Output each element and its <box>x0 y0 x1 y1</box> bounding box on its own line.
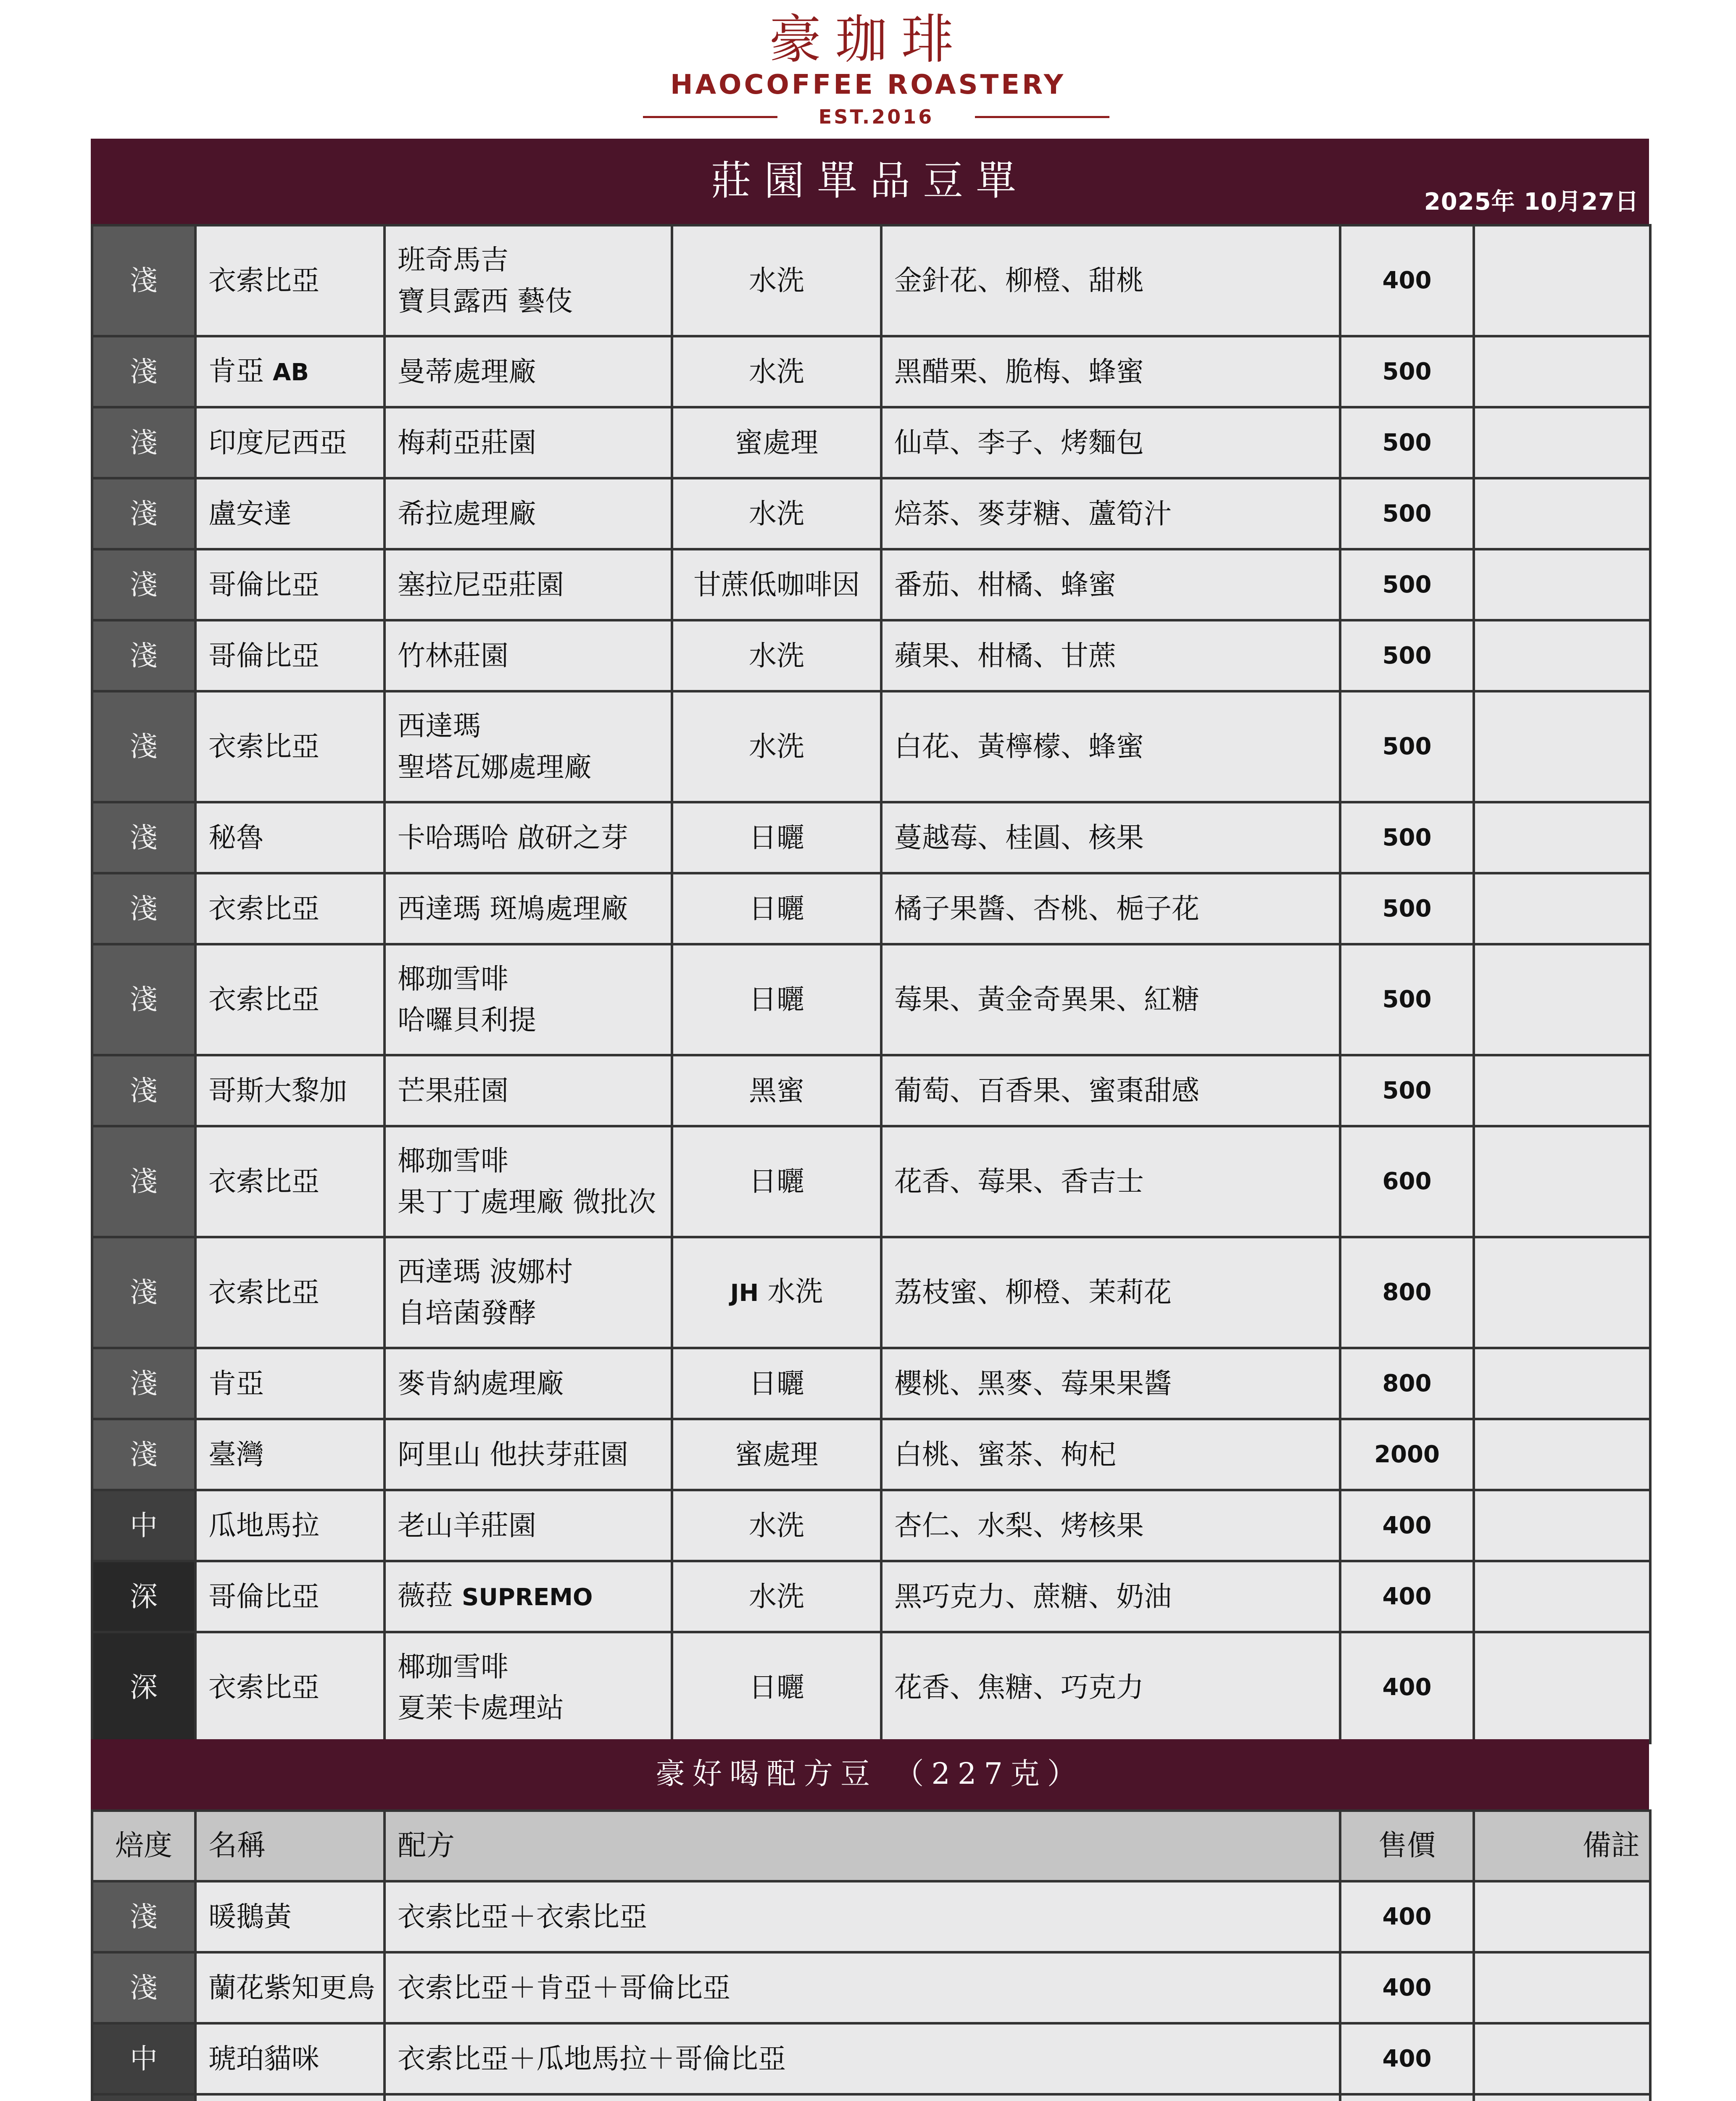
bean-row <box>92 1126 1650 1237</box>
blend-row <box>92 1881 1650 1952</box>
remark <box>1474 1490 1650 1561</box>
price: 800 <box>1340 1348 1474 1419</box>
blend-name: 琥珀貓咪 <box>195 2023 385 2094</box>
farm-name <box>385 549 672 620</box>
farm-line: 椰珈雪啡 <box>398 963 508 995</box>
remark <box>1474 802 1650 873</box>
farm-name <box>385 802 672 873</box>
roast-level: 中 <box>92 2023 195 2094</box>
roast-level: 淺 <box>92 478 195 549</box>
header-price: 售價 <box>1340 1811 1474 1881</box>
remark <box>1474 691 1650 802</box>
remark <box>1474 225 1650 336</box>
farm-line: 梅莉亞莊園 <box>398 426 536 459</box>
flavor-notes: 蘋果、柑橘、甘蔗 <box>881 620 1340 691</box>
process-method: 水洗 <box>672 691 881 802</box>
blend-row <box>92 2094 1650 2101</box>
price: 500 <box>1340 944 1474 1055</box>
roast-level: 淺 <box>92 1126 195 1237</box>
origin-country: 衣索比亞 <box>195 1632 385 1743</box>
blend-name: 蘭花紫知更鳥 <box>195 1952 385 2023</box>
process-method: 水洗 <box>672 478 881 549</box>
origin-country: 衣索比亞 <box>195 691 385 802</box>
price: 400 <box>1340 1632 1474 1743</box>
bean-row <box>92 407 1650 478</box>
origin-country: 印度尼西亞 <box>195 407 385 478</box>
farm-line: 夏茉卡處理站 <box>398 1692 564 1724</box>
farm-line: 自培菌發酵 <box>398 1297 536 1329</box>
price: 400 <box>1340 1561 1474 1632</box>
farm-line: 哈囉貝利提 <box>398 1004 536 1036</box>
origin-country: 哥倫比亞 <box>195 620 385 691</box>
process-method: 日曬 <box>672 873 881 944</box>
farm-line: 麥肯納處理廠 <box>398 1367 564 1400</box>
process-method: 水洗 <box>672 336 881 407</box>
single-origin-title: 莊園單品豆單 <box>711 157 1029 204</box>
flavor-notes: 花香、焦糖、巧克力 <box>881 1632 1340 1743</box>
process-method: 日曬 <box>672 944 881 1055</box>
remark <box>1474 1419 1650 1490</box>
roast-level: 淺 <box>92 620 195 691</box>
remark <box>1474 1055 1650 1126</box>
origin-country: 衣索比亞 <box>195 873 385 944</box>
bean-row <box>92 478 1650 549</box>
farm-name <box>385 407 672 478</box>
flavor-notes: 花香、莓果、香吉士 <box>881 1126 1340 1237</box>
price: 500 <box>1340 1055 1474 1126</box>
origin-country: 肯亞 AB <box>195 336 385 407</box>
roast-level: 淺 <box>92 1419 195 1490</box>
process-method: 水洗 <box>672 1561 881 1632</box>
origin-country: 臺灣 <box>195 1419 385 1490</box>
header-name: 名稱 <box>195 1811 385 1881</box>
bean-row <box>92 1419 1650 1490</box>
farm-name <box>385 225 672 336</box>
established-year: EST.2016 <box>818 105 934 128</box>
bean-row <box>92 691 1650 802</box>
roast-level <box>92 2094 195 2101</box>
farm-line: 班奇馬吉 <box>398 244 508 276</box>
roast-level: 淺 <box>92 691 195 802</box>
flavor-notes: 橘子果醬、杏桃、梔子花 <box>881 873 1340 944</box>
process-method: 水洗 <box>672 1490 881 1561</box>
flavor-notes: 白桃、蜜茶、枸杞 <box>881 1419 1340 1490</box>
roast-level: 淺 <box>92 336 195 407</box>
origin-country: 哥倫比亞 <box>195 1561 385 1632</box>
bean-row <box>92 549 1650 620</box>
price: 500 <box>1340 620 1474 691</box>
remark <box>1474 336 1650 407</box>
farm-line: 竹林莊園 <box>398 639 508 672</box>
process-method: 日曬 <box>672 1348 881 1419</box>
bean-row <box>92 802 1650 873</box>
farm-name <box>385 620 672 691</box>
farm-line: 椰珈雪啡 <box>398 1651 508 1683</box>
established-line <box>643 104 1109 129</box>
flavor-notes: 莓果、黃金奇異果、紅糖 <box>881 944 1340 1055</box>
remark <box>1474 1348 1650 1419</box>
bean-row <box>92 1632 1650 1743</box>
divider-right <box>975 116 1109 118</box>
remark <box>1474 873 1650 944</box>
remark <box>1474 620 1650 691</box>
blend-header-row <box>92 1811 1650 1881</box>
brand-name-chinese: 豪珈琲 <box>769 9 967 70</box>
flavor-notes: 櫻桃、黑麥、莓果果醬 <box>881 1348 1340 1419</box>
header-remark: 備註 <box>1474 1811 1650 1881</box>
price: 2000 <box>1340 1419 1474 1490</box>
blend-recipe: 衣索比亞＋瓜地馬拉＋哥倫比亞 <box>385 2023 1340 2094</box>
roast-level: 淺 <box>92 1055 195 1126</box>
blend-title: 豪好喝配方豆 （227克） <box>656 1756 1084 1791</box>
flavor-notes: 焙茶、麥芽糖、蘆筍汁 <box>881 478 1340 549</box>
bean-row <box>92 336 1650 407</box>
roast-level: 淺 <box>92 1237 195 1348</box>
farm-name <box>385 1490 672 1561</box>
origin-country: 盧安達 <box>195 478 385 549</box>
flavor-notes: 蔓越莓、桂圓、核果 <box>881 802 1340 873</box>
roast-level: 中 <box>92 1490 195 1561</box>
header-recipe: 配方 <box>385 1811 1340 1881</box>
roast-level: 淺 <box>92 1952 195 2023</box>
process-method: 黑蜜 <box>672 1055 881 1126</box>
remark <box>1474 1881 1650 1952</box>
blend-row <box>92 1952 1650 2023</box>
remark <box>1474 1632 1650 1743</box>
remark <box>1474 478 1650 549</box>
farm-line: 寶貝露西 藝伎 <box>398 285 573 317</box>
blend-recipe: 衣索比亞＋肯亞＋哥倫比亞 <box>385 1952 1340 2023</box>
price: 400 <box>1340 2023 1474 2094</box>
farm-name <box>385 1237 672 1348</box>
blend-title-band <box>91 1739 1649 1811</box>
process-method: 日曬 <box>672 1126 881 1237</box>
farm-name <box>385 478 672 549</box>
flavor-notes: 黑巧克力、蔗糖、奶油 <box>881 1561 1340 1632</box>
origin-country: 衣索比亞 <box>195 225 385 336</box>
price: 400 <box>1340 225 1474 336</box>
bean-row <box>92 1055 1650 1126</box>
origin-country: 哥倫比亞 <box>195 549 385 620</box>
farm-line: 椰珈雪啡 <box>398 1145 508 1177</box>
process-method: 甘蔗低咖啡因 <box>672 549 881 620</box>
farm-line: 芒果莊園 <box>398 1074 508 1107</box>
brand-name-english: HAOCOFFEE ROASTERY <box>670 69 1066 100</box>
roast-level: 淺 <box>92 1881 195 1952</box>
process-method: JH 水洗 <box>672 1237 881 1348</box>
price: 500 <box>1340 691 1474 802</box>
roast-level: 深 <box>92 1632 195 1743</box>
header-roast: 焙度 <box>92 1811 195 1881</box>
farm-name <box>385 1561 672 1632</box>
remark <box>1474 1126 1650 1237</box>
origin-country: 秘魯 <box>195 802 385 873</box>
farm-line: 希拉處理廠 <box>398 497 536 530</box>
remark <box>1474 944 1650 1055</box>
roast-level: 淺 <box>92 944 195 1055</box>
farm-line: 卡哈瑪哈 啟研之芽 <box>398 821 628 854</box>
price: 500 <box>1340 407 1474 478</box>
blend-table <box>91 1809 1652 2101</box>
farm-line: 薇菈 SUPREMO <box>398 1579 593 1612</box>
farm-name <box>385 944 672 1055</box>
farm-line: 曼蒂處理廠 <box>398 355 536 388</box>
roast-level: 深 <box>92 1561 195 1632</box>
divider-left <box>643 116 777 118</box>
farm-line: 阿里山 他扶芽莊園 <box>398 1438 628 1471</box>
price: 500 <box>1340 549 1474 620</box>
remark <box>1474 1952 1650 2023</box>
bean-row <box>92 873 1650 944</box>
farm-line: 塞拉尼亞莊園 <box>398 568 564 601</box>
price: 600 <box>1340 1126 1474 1237</box>
bean-row <box>92 1490 1650 1561</box>
bean-row <box>92 944 1650 1055</box>
process-method: 蜜處理 <box>672 1419 881 1490</box>
farm-line: 西達瑪 波娜村 <box>398 1256 573 1288</box>
flavor-notes: 金針花、柳橙、甜桃 <box>881 225 1340 336</box>
bean-row <box>92 620 1650 691</box>
process-method: 蜜處理 <box>672 407 881 478</box>
remark <box>1474 549 1650 620</box>
farm-name <box>385 1419 672 1490</box>
remark <box>1474 2094 1650 2101</box>
origin-country: 瓜地馬拉 <box>195 1490 385 1561</box>
roast-level: 淺 <box>92 549 195 620</box>
price: 400 <box>1340 1952 1474 2023</box>
process-method: 水洗 <box>672 620 881 691</box>
farm-line: 西達瑪 <box>398 710 481 742</box>
bean-row <box>92 1237 1650 1348</box>
price: 400 <box>1340 1490 1474 1561</box>
farm-name <box>385 1348 672 1419</box>
farm-name <box>385 336 672 407</box>
price: 400 <box>1340 1881 1474 1952</box>
price: 500 <box>1340 873 1474 944</box>
roast-level: 淺 <box>92 802 195 873</box>
flavor-notes: 番茄、柑橘、蜂蜜 <box>881 549 1340 620</box>
single-origin-table <box>91 224 1652 1744</box>
remark <box>1474 407 1650 478</box>
flavor-notes: 荔枝蜜、柳橙、茉莉花 <box>881 1237 1340 1348</box>
origin-country: 衣索比亞 <box>195 944 385 1055</box>
bean-row <box>92 225 1650 336</box>
farm-name <box>385 1055 672 1126</box>
farm-name <box>385 1632 672 1743</box>
roast-level: 淺 <box>92 407 195 478</box>
farm-name <box>385 1126 672 1237</box>
roast-level: 淺 <box>92 225 195 336</box>
roast-level: 淺 <box>92 873 195 944</box>
price <box>1340 2094 1474 2101</box>
price: 800 <box>1340 1237 1474 1348</box>
origin-country: 衣索比亞 <box>195 1126 385 1237</box>
process-method: 日曬 <box>672 1632 881 1743</box>
blend-recipe: 衣索比亞＋衣索比亞 <box>385 1881 1340 1952</box>
flavor-notes: 白花、黃檸檬、蜂蜜 <box>881 691 1340 802</box>
flavor-notes: 杏仁、水梨、烤核果 <box>881 1490 1340 1561</box>
roast-level: 淺 <box>92 1348 195 1419</box>
flavor-notes: 葡萄、百香果、蜜棗甜感 <box>881 1055 1340 1126</box>
bean-row <box>92 1348 1650 1419</box>
blend-recipe <box>385 2094 1340 2101</box>
farm-line: 聖塔瓦娜處理廠 <box>398 751 592 783</box>
blend-name: 暖鵝黃 <box>195 1881 385 1952</box>
remark <box>1474 1561 1650 1632</box>
farm-name <box>385 873 672 944</box>
origin-country: 衣索比亞 <box>195 1237 385 1348</box>
menu-date: 2025年 10月27日 <box>1424 188 1639 216</box>
single-origin-title-band <box>91 139 1649 225</box>
process-method: 水洗 <box>672 225 881 336</box>
bean-row <box>92 1561 1650 1632</box>
farm-name <box>385 691 672 802</box>
farm-line: 西達瑪 斑鳩處理廠 <box>398 892 628 925</box>
process-method: 日曬 <box>672 802 881 873</box>
price: 500 <box>1340 478 1474 549</box>
price: 500 <box>1340 336 1474 407</box>
farm-line: 果丁丁處理廠 微批次 <box>398 1186 656 1218</box>
blend-row <box>92 2023 1650 2094</box>
farm-line: 老山羊莊園 <box>398 1509 536 1542</box>
flavor-notes: 黑醋栗、脆梅、蜂蜜 <box>881 336 1340 407</box>
price: 500 <box>1340 802 1474 873</box>
blend-name <box>195 2094 385 2101</box>
flavor-notes: 仙草、李子、烤麵包 <box>881 407 1340 478</box>
origin-country: 哥斯大黎加 <box>195 1055 385 1126</box>
origin-country: 肯亞 <box>195 1348 385 1419</box>
remark <box>1474 2023 1650 2094</box>
remark <box>1474 1237 1650 1348</box>
